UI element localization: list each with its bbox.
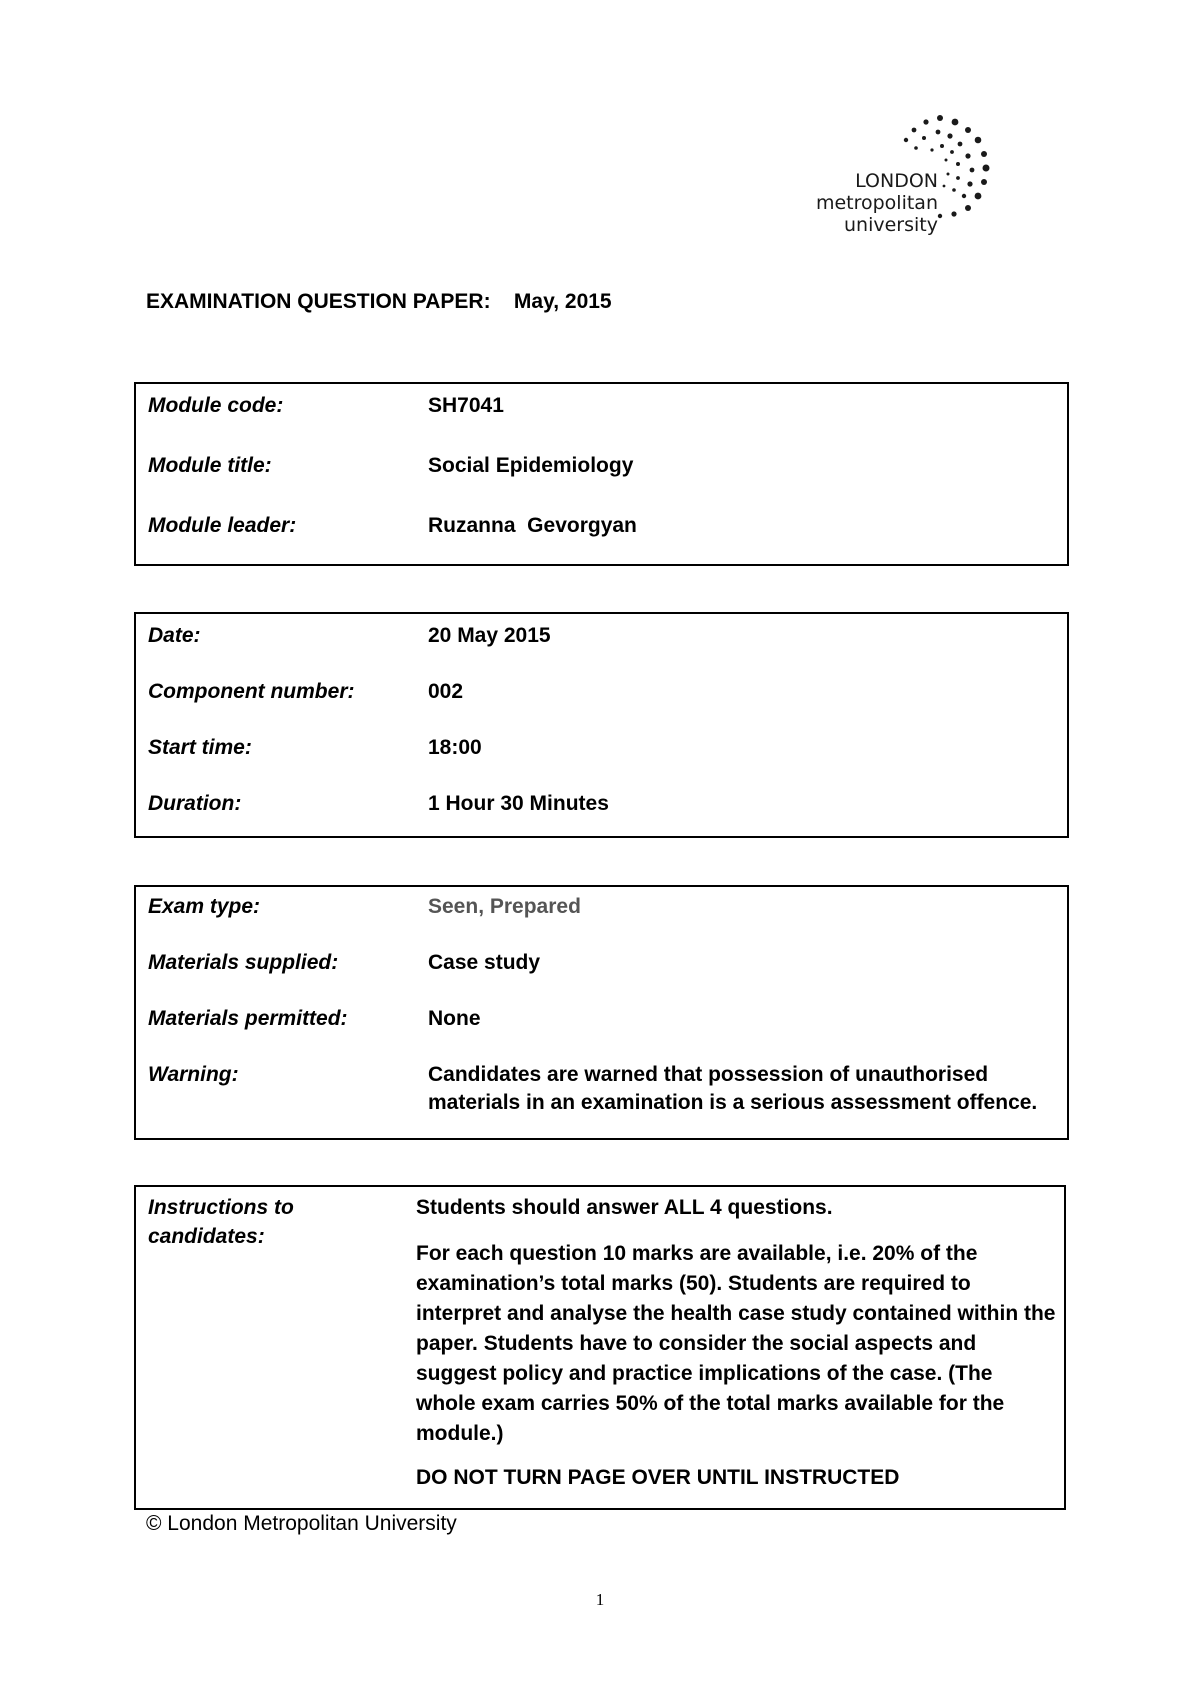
exam-type-value: Seen, Prepared	[428, 895, 581, 918]
start-time-value: 18:00	[428, 736, 482, 759]
component-number-label: Component number:	[148, 680, 355, 703]
instructions-box	[134, 1185, 1066, 1510]
materials-permitted-label: Materials permitted:	[148, 1007, 348, 1030]
logo-text-university: university	[844, 214, 938, 236]
logo-text-metropolitan: metropolitan	[815, 192, 938, 214]
module-leader-value: Ruzanna Gevorgyan	[428, 514, 637, 537]
materials-supplied-value: Case study	[428, 951, 541, 974]
duration-label: Duration:	[148, 792, 242, 815]
date-value: 20 May 2015	[428, 624, 551, 647]
module-code-label: Module code:	[148, 394, 284, 417]
warning-text: Candidates are warned that possession of unauthorised materials in an examination is a serious assessment offence.	[428, 1063, 1038, 1114]
instructions-final-warning: DO NOT TURN PAGE OVER UNTIL INSTRUCTED	[416, 1466, 900, 1489]
exam-type-label: Exam type:	[148, 895, 261, 918]
instructions-paragraph: For each question 10 marks are available, i.e. 20% of the examination’s total marks (50). Students are required to interpret and analyse the health case study contained within the paper. Students have to consider the social aspects and suggest policy and practice implications of the case. (The whole exam carries 50% of the total marks available for the module.)	[416, 1242, 1056, 1445]
materials-supplied-label: Materials supplied:	[148, 951, 339, 974]
copyright-notice: © London Metropolitan University	[146, 1512, 457, 1535]
page-number: 1	[595, 1590, 605, 1609]
exam-info-box	[134, 885, 1069, 1140]
instructions-line1: Students should answer ALL 4 questions.	[416, 1196, 833, 1219]
exam-paper-heading	[146, 290, 612, 314]
module-code-value: SH7041	[428, 394, 504, 417]
heading-date: May, 2015	[513, 290, 612, 313]
module-title-label: Module title:	[148, 454, 272, 477]
warning-label: Warning:	[148, 1063, 239, 1086]
module-title-value: Social Epidemiology	[428, 454, 634, 477]
heading-label: EXAMINATION QUESTION PAPER:	[146, 290, 491, 313]
materials-permitted-value: None	[428, 1007, 481, 1030]
module-info-box	[134, 382, 1069, 566]
module-leader-label: Module leader:	[148, 514, 297, 537]
component-number-value: 002	[428, 680, 464, 703]
instructions-label: Instructions to candidates:	[148, 1196, 294, 1248]
start-time-label: Start time:	[148, 736, 252, 759]
duration-value: 1 Hour 30 Minutes	[428, 792, 609, 815]
university-logo-dots-icon	[880, 110, 1010, 240]
logo-text-london: LONDON	[855, 170, 938, 192]
date-label: Date:	[148, 624, 201, 647]
schedule-info-box	[134, 612, 1069, 838]
